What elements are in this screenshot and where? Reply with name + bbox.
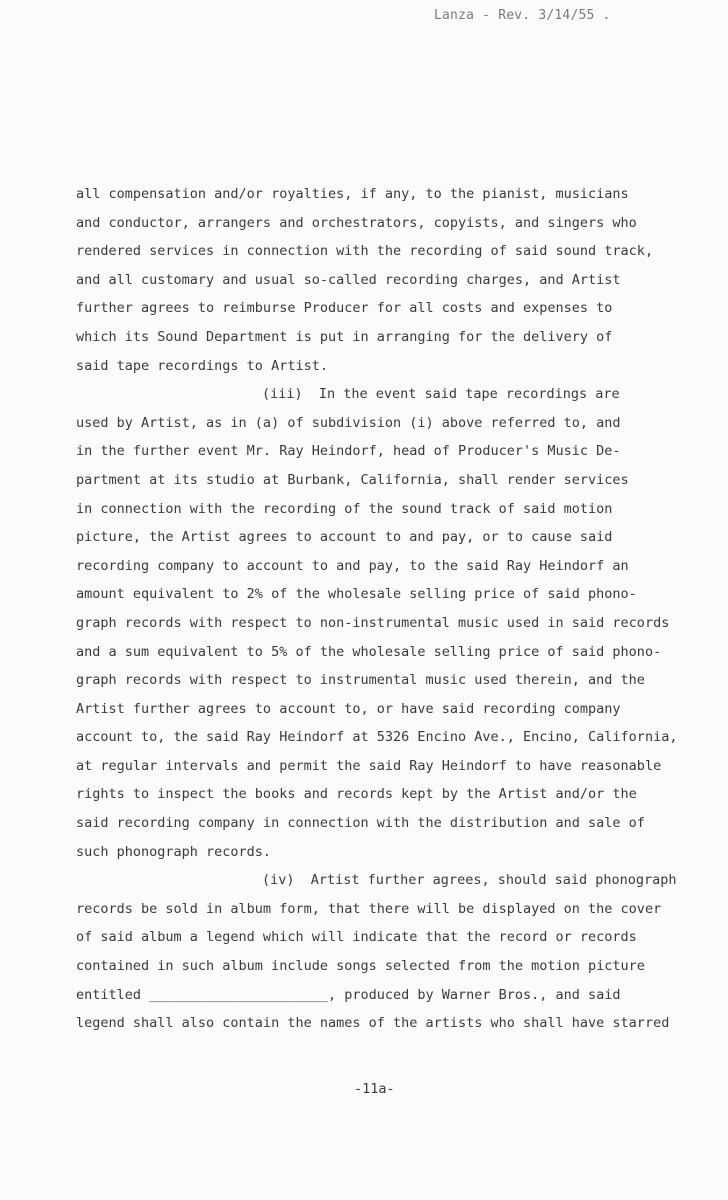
body-text [0,180,728,1038]
text-line: such phonograph records. [76,843,272,860]
text-line: entitled ______________________, produced by Warner Bros., and said [76,986,621,1003]
text-line: graph records with respect to instrumental music used therein, and the [76,672,645,689]
text-line: which its Sound Department is put in arranging for the delivery of [76,328,613,345]
text-line: Artist further agrees to account to, or have said recording company [76,700,621,717]
text-line: in the further event Mr. Ray Heindorf, head of Producer's Music De- [76,443,621,460]
text-line: and a sum equivalent to 5% of the wholesale selling price of said phono- [76,643,662,660]
text-line: records be sold in album form, that there will be displayed on the cover [76,900,662,917]
text-line: amount equivalent to 2% of the wholesale selling price of said phono- [76,586,637,603]
text-line: and all customary and usual so-called recording charges, and Artist [76,271,621,288]
text-line: of said album a legend which will indicate that the record or records [76,929,637,946]
text-line: partment at its studio at Burbank, California, shall render services [76,471,629,488]
text-line: said tape recordings to Artist. [76,357,328,374]
text-line: rendered services in connection with the recording of said sound track, [76,243,654,260]
text-line: (iv) Artist further agrees, should said phonograph [262,872,677,889]
text-line: legend shall also contain the names of the artists who shall have starred [76,1015,670,1032]
page-number: -11a- [354,1081,395,1097]
text-line: rights to inspect the books and records kept by the Artist and/or the [76,786,637,803]
text-line: (iii) In the event said tape recordings are [262,386,620,403]
text-line: used by Artist, as in (a) of subdivision (i) above referred to, and [76,414,621,431]
revision-header: Lanza - Rev. 3/14/55 . [434,8,611,23]
text-line: account to, the said Ray Heindorf at 5326 Encino Ave., Encino, California, [76,729,678,746]
text-line: further agrees to reimburse Producer for all costs and expenses to [76,300,613,317]
text-line: in connection with the recording of the sound track of said motion [76,500,613,517]
text-line: at regular intervals and permit the said Ray Heindorf to have reasonable [76,757,662,774]
text-line: all compensation and/or royalties, if any, to the pianist, musicians [76,186,629,202]
text-line: contained in such album include songs selected from the motion picture [76,958,645,975]
text-line: said recording company in connection with the distribution and sale of [76,815,645,832]
text-line: recording company to account to and pay, to the said Ray Heindorf an [76,557,629,574]
text-line: picture, the Artist agrees to account to and pay, or to cause said [76,529,613,546]
text-line: graph records with respect to non-instrumental music used in said records [76,614,670,631]
text-line: and conductor, arrangers and orchestrators, copyists, and singers who [76,214,637,231]
